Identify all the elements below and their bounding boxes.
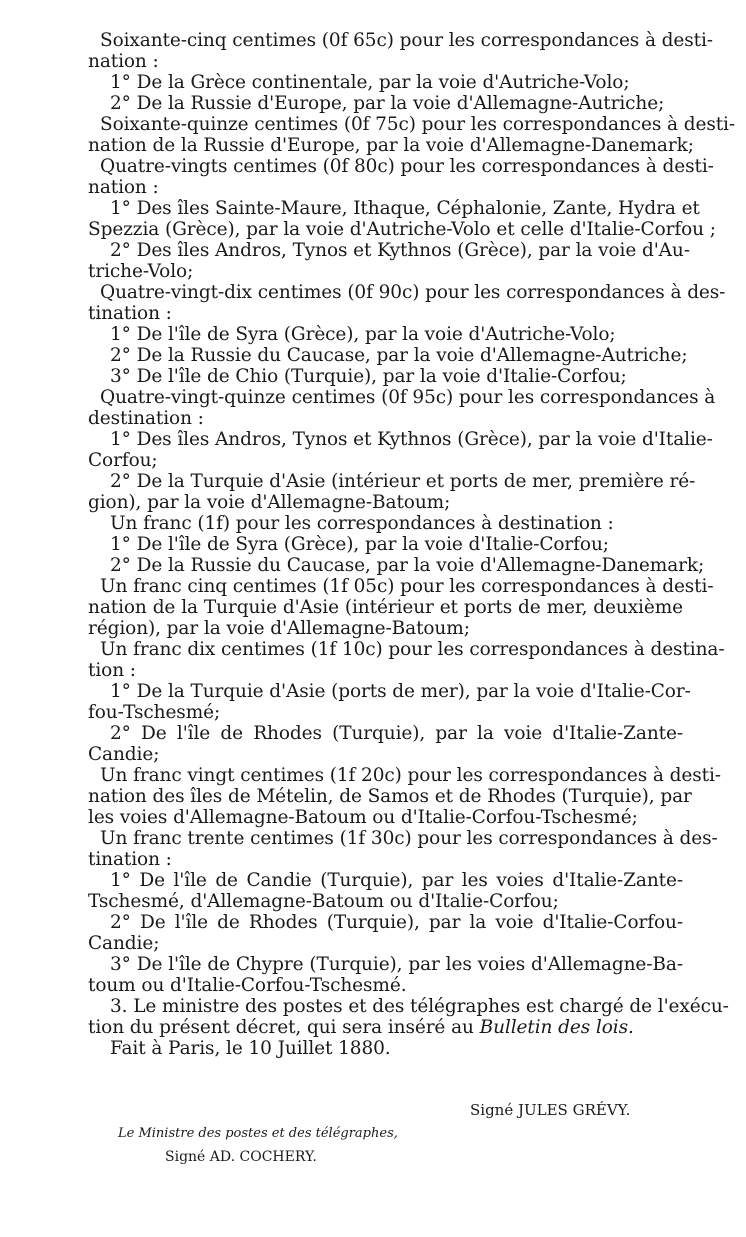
text-line: nation : bbox=[88, 51, 159, 72]
text-line: 1° De la Turquie d'Asie (ports de mer), par la voie d'Italie-Cor- bbox=[110, 681, 691, 702]
text-line: tination : bbox=[88, 303, 172, 324]
text-line: tion : bbox=[88, 660, 136, 681]
text-line: 3. Le ministre des postes et des télégraphes est chargé de l'exécu- bbox=[110, 996, 729, 1017]
text-line: 2° De l'île de Rhodes (Turquie), par la voie d'Italie-Corfou- bbox=[110, 912, 683, 933]
text-line: nation : bbox=[88, 177, 159, 198]
text-line: Soixante-quinze centimes (0f 75c) pour les correspondances à desti- bbox=[100, 114, 736, 135]
text-line: Un franc (1f) pour les correspondances à destination : bbox=[110, 513, 614, 534]
signature-minister: Signé AD. COCHERY. bbox=[165, 1149, 317, 1165]
text-line: nation de la Russie d'Europe, par la voie d'Allemagne-Danemark; bbox=[88, 135, 694, 156]
text-line: 1° Des îles Sainte-Maure, Ithaque, Céphalonie, Zante, Hydra et bbox=[110, 198, 700, 219]
text-line: 1° De la Grèce continentale, par la voie d'Autriche-Volo; bbox=[110, 72, 630, 93]
text-line: 3° De l'île de Chypre (Turquie), par les voies d'Allemagne-Ba- bbox=[110, 954, 683, 975]
text-line: Candie; bbox=[88, 744, 160, 765]
text-line: Soixante-cinq centimes (0f 65c) pour les correspondances à desti- bbox=[100, 30, 713, 51]
text-line: Quatre-vingt-dix centimes (0f 90c) pour les correspondances à des- bbox=[100, 282, 726, 303]
text-line: Quatre-vingt-quinze centimes (0f 95c) pour les correspondances à bbox=[100, 387, 716, 408]
text-line: 1° De l'île de Syra (Grèce), par la voie d'Autriche-Volo; bbox=[110, 324, 616, 345]
text-line: nation de la Turquie d'Asie (intérieur et ports de mer, deuxième bbox=[88, 597, 683, 618]
text-line: 2° De la Russie d'Europe, par la voie d'Allemagne-Autriche; bbox=[110, 93, 665, 114]
text-line: Fait à Paris, le 10 Juillet 1880. bbox=[110, 1038, 391, 1059]
text-line: fou-Tschesmé; bbox=[88, 702, 221, 723]
text-line: 2° De la Turquie d'Asie (intérieur et ports de mer, première ré- bbox=[110, 471, 696, 492]
text-line: 2° Des îles Andros, Tynos et Kythnos (Grèce), par la voie d'Au- bbox=[110, 240, 690, 261]
text-line: Candie; bbox=[88, 933, 160, 954]
text-line: région), par la voie d'Allemagne-Batoum; bbox=[88, 618, 470, 639]
signature-president: Signé JULES GRÉVY. bbox=[470, 1101, 631, 1119]
text-line: 2° De la Russie du Caucase, par la voie d'Allemagne-Danemark; bbox=[110, 555, 705, 576]
text-line: Spezzia (Grèce), par la voie d'Autriche-Volo et celle d'Italie-Corfou ; bbox=[88, 219, 716, 240]
text-line: toum ou d'Italie-Corfou-Tschesmé. bbox=[88, 975, 407, 996]
text-line: 2° De la Russie du Caucase, par la voie d'Allemagne-Autriche; bbox=[110, 345, 688, 366]
text-line: destination : bbox=[88, 408, 204, 429]
text-line: gion), par la voie d'Allemagne-Batoum; bbox=[88, 492, 451, 513]
text-line: nation des îles de Mételin, de Samos et de Rhodes (Turquie), par bbox=[88, 786, 692, 807]
text-line: Quatre-vingts centimes (0f 80c) pour les correspondances à desti- bbox=[100, 156, 714, 177]
text-line: 1° Des îles Andros, Tynos et Kythnos (Grèce), par la voie d'Italie- bbox=[110, 429, 713, 450]
text-line: tion du présent décret, qui sera inséré au Bulletin des lois. bbox=[88, 1017, 634, 1038]
text-line: Un franc dix centimes (1f 10c) pour les correspondances à destina- bbox=[100, 639, 725, 660]
minister-title: Le Ministre des postes et des télégraphes, bbox=[118, 1126, 398, 1141]
text-line: Un franc trente centimes (1f 30c) pour les correspondances à des- bbox=[100, 828, 718, 849]
text-line: Corfou; bbox=[88, 450, 158, 471]
text-line: 1° De l'île de Syra (Grèce), par la voie d'Italie-Corfou; bbox=[110, 534, 609, 555]
text-line: Un franc vingt centimes (1f 20c) pour les correspondances à desti- bbox=[100, 765, 721, 786]
text-line: 1° De l'île de Candie (Turquie), par les voies d'Italie-Zante- bbox=[110, 870, 683, 891]
text-line: les voies d'Allemagne-Batoum ou d'Italie-Corfou-Tschesmé; bbox=[88, 807, 638, 828]
text-line: 3° De l'île de Chio (Turquie), par la voie d'Italie-Corfou; bbox=[110, 366, 627, 387]
text-line: Tschesmé, d'Allemagne-Batoum ou d'Italie-Corfou; bbox=[88, 891, 559, 912]
text-line: Un franc cinq centimes (1f 05c) pour les correspondances à desti- bbox=[100, 576, 714, 597]
document-body bbox=[88, 30, 736, 1059]
text-line: tination : bbox=[88, 849, 172, 870]
text-line: 2° De l'île de Rhodes (Turquie), par la voie d'Italie-Zante- bbox=[110, 723, 683, 744]
text-line: triche-Volo; bbox=[88, 261, 194, 282]
